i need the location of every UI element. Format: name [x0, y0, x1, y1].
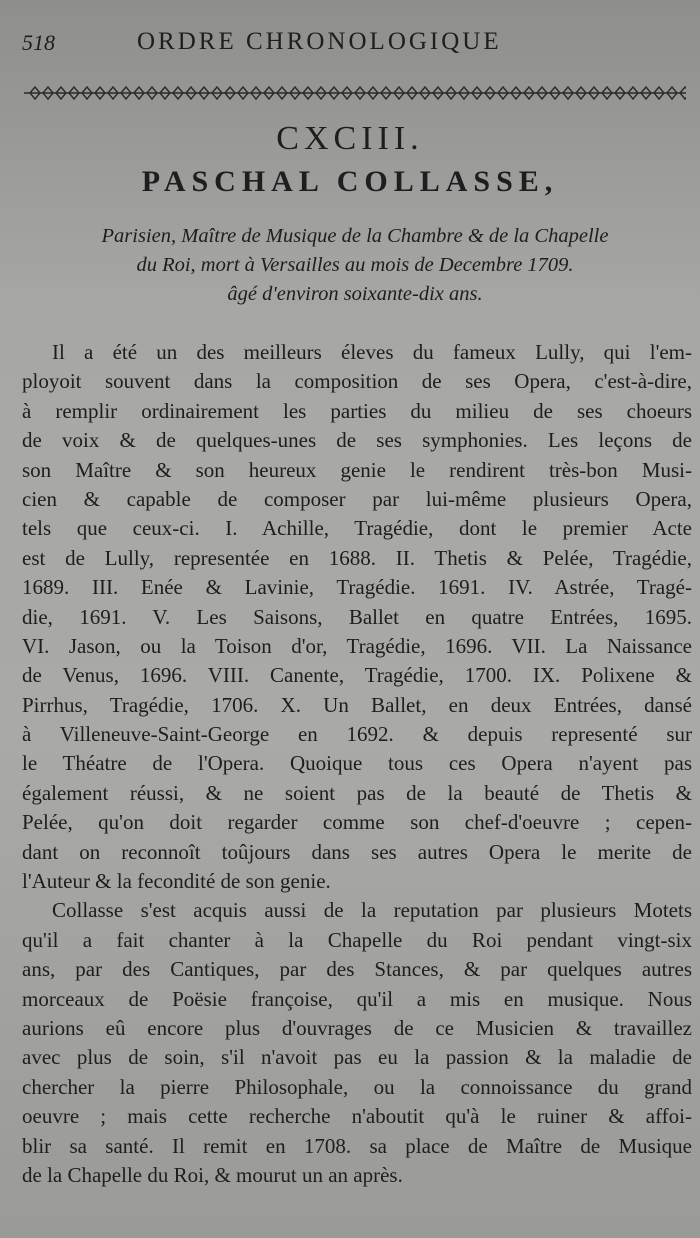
text-line: VI. Jason, ou la Toison d'or, Tragédie, 1696. VII. La Naissance: [22, 633, 692, 658]
text-line: est de Lully, representée en 1688. II. Thetis & Pelée, Tragédie,: [22, 545, 692, 570]
entry-number: CXCIII.: [276, 120, 424, 157]
text-line: die, 1691. V. Les Saisons, Ballet en quatre Entrées, 1695.: [22, 604, 692, 629]
subtitle-line: du Roi, mort à Versailles au mois de Decembre 1709.: [136, 254, 574, 276]
text-line: dant on reconnoît toûjours dans ses autres Opera le merite de: [22, 839, 692, 864]
text-line: le Théatre de l'Opera. Quoique tous ces Opera n'ayent pas: [22, 751, 692, 776]
text-line: Pirrhus, Tragédie, 1706. X. Un Ballet, en deux Entrées, dansé: [22, 692, 692, 717]
text-line: oeuvre ; mais cette recherche n'aboutit qu'à le ruiner & affoi-: [22, 1104, 692, 1129]
text-line: à Villeneuve-Saint-George en 1692. & depuis representé sur: [22, 722, 692, 747]
entry-subtitle: [40, 222, 670, 309]
text-line: chercher la pierre Philosophale, ou la connoissance du grand: [22, 1074, 692, 1099]
text-line: qu'il a fait chanter à la Chapelle du Roi pendant vingt-six: [22, 927, 692, 952]
subtitle-line: âgé d'environ soixante-dix ans.: [227, 283, 483, 305]
paragraph-2: [22, 896, 692, 1190]
text-line: blir sa santé. Il remit en 1708. sa place de Maître de Musique: [22, 1133, 692, 1158]
text-line: morceaux de Poësie françoise, qu'il a mis en musique. Nous: [22, 986, 692, 1011]
text-line: de la Chapelle du Roi, & mourut un an après.: [22, 1162, 403, 1187]
text-line: l'Auteur & la fecondité de son genie.: [22, 869, 331, 894]
text-line: également réussi, & ne soient pas de la beauté de Thetis &: [22, 780, 692, 805]
text-line: ans, par des Cantiques, par des Stances, & par quelques autres: [22, 957, 692, 982]
page-number: 518: [22, 30, 55, 55]
running-title: ORDRE CHRONOLOGIQUE: [137, 28, 502, 55]
paragraph-1: [22, 338, 692, 896]
text-line: son Maître & son heureux genie le rendirent très-bon Musi-: [22, 457, 692, 482]
text-line: avec plus de soin, s'il n'avoit pas eu la passion & la maladie de: [22, 1045, 692, 1070]
page-header: [22, 28, 660, 68]
text-line: Collasse s'est acquis aussi de la reputation par plusieurs Motets: [52, 898, 692, 923]
text-line: aurions eû encore plus d'ouvrages de ce Musicien & travaillez: [22, 1015, 692, 1040]
text-line: de Venus, 1696. VIII. Canente, Tragédie, 1700. IX. Polixene &: [22, 663, 692, 688]
text-line: cien & capable de composer par lui-même plusieurs Opera,: [22, 486, 692, 511]
text-line: à remplir ordinairement les parties du milieu de ses choeurs: [22, 398, 692, 423]
body-text: [22, 338, 692, 1190]
text-line: tels que ceux-ci. I. Achille, Tragédie, dont le premier Acte: [22, 516, 692, 541]
subtitle-line: Parisien, Maître de Musique de la Chambre & de la Chapelle: [101, 225, 609, 247]
text-line: Il a été un des meilleurs éleves du fameux Lully, qui l'em-: [52, 340, 692, 364]
entry-name: PASCHAL COLLASSE,: [141, 165, 559, 198]
text-line: de voix & de quelques-unes de ses symphonies. Les leçons de: [22, 428, 692, 453]
text-line: ployoit souvent dans la composition de ses Opera, c'est-à-dire,: [22, 369, 692, 394]
text-line: Pelée, qu'on doit regarder comme son chef-d'oeuvre ; cepen-: [22, 810, 692, 835]
ornamental-rule: [24, 84, 686, 102]
text-line: 1689. III. Enée & Lavinie, Tragédie. 1691. IV. Astrée, Tragé-: [22, 575, 692, 600]
